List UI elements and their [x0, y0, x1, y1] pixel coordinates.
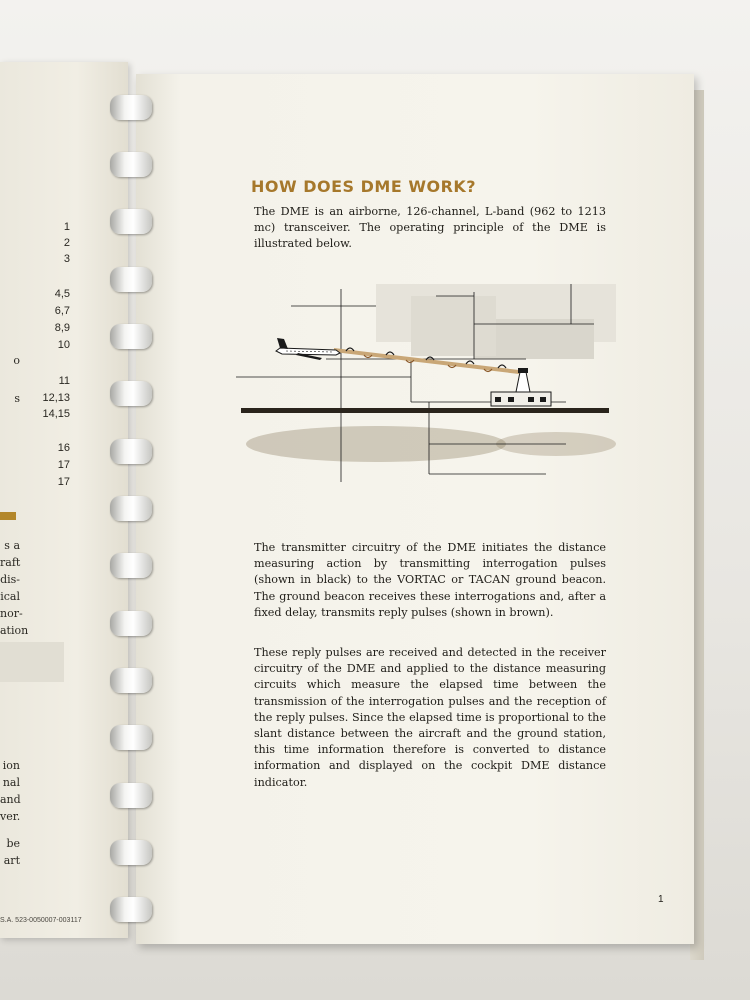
- cropped-text: s a: [4, 539, 20, 552]
- toc-page-number: 1: [63, 221, 70, 233]
- page-heading: HOW DOES DME WORK?: [251, 177, 477, 196]
- cropped-text: be: [6, 837, 20, 850]
- cropped-text: ation: [0, 624, 29, 637]
- page-number: 1: [658, 894, 664, 905]
- binding-coil-icon: [110, 611, 152, 636]
- cropped-text: nal: [2, 776, 20, 789]
- binding-coil-icon: [110, 439, 152, 464]
- toc-page-number: 17: [57, 459, 70, 471]
- cropped-text: dis-: [0, 573, 20, 586]
- cropped-text: s: [14, 392, 20, 405]
- toc-page-number: 16: [57, 442, 70, 454]
- cropped-text: nor-: [0, 607, 23, 620]
- binding-coil-icon: [110, 324, 152, 349]
- document-code: S.A. 523-0050007-003117: [0, 917, 82, 924]
- intro-paragraph: The DME is an airborne, 126-channel, L-band (962 to 1213 mc) transceiver. The operating principle of the DME is illustrated below.: [254, 205, 606, 251]
- cropped-text: ical: [0, 590, 20, 603]
- toc-page-number: 12,13: [42, 392, 70, 404]
- ground-beacon-icon: [491, 368, 551, 406]
- shaded-box: [0, 642, 64, 682]
- toc-page-number: 3: [63, 253, 70, 265]
- binding-coil-icon: [110, 668, 152, 693]
- binding-coil-icon: [110, 840, 152, 865]
- left-page: [0, 62, 128, 938]
- binding-coil-icon: [110, 553, 152, 578]
- dme-diagram: [236, 284, 616, 484]
- sky-shade: [411, 296, 496, 356]
- binding-coil-icon: [110, 725, 152, 750]
- toc-page-number: 11: [58, 375, 70, 387]
- toc-page-number: 6,7: [54, 305, 70, 317]
- ground-line: [241, 408, 609, 413]
- toc-page-number: 4,5: [54, 288, 70, 300]
- cropped-text: and: [0, 793, 21, 806]
- cropped-text: o: [13, 354, 20, 367]
- binding-coil-icon: [110, 381, 152, 406]
- toc-page-number: 8,9: [54, 322, 70, 334]
- transmitter-paragraph: The transmitter circuitry of the DME initiates the distance measuring action by transmitting interrogation pulses (shown in black) to the VORTAC or TACAN ground beacon. The ground beacon receives these interrogations and, after a fixed delay, transmits reply pulses (shown in brown).: [254, 541, 606, 619]
- binding-coil-icon: [110, 152, 152, 177]
- toc-page-number: 10: [57, 339, 70, 351]
- toc-page-number: 14,15: [42, 408, 70, 420]
- toc-page-number: 2: [63, 237, 70, 249]
- right-page: [136, 74, 694, 944]
- binding-coil-icon: [110, 95, 152, 120]
- cropped-text: raft: [0, 556, 21, 569]
- binding-coil-icon: [110, 897, 152, 922]
- binding-coil-icon: [110, 267, 152, 292]
- cropped-text: ion: [2, 759, 20, 772]
- section-color-band: [0, 512, 16, 520]
- toc-page-number: 17: [57, 476, 70, 488]
- cropped-text: ver.: [0, 810, 21, 823]
- binding-coil-icon: [110, 783, 152, 808]
- cropped-text: art: [3, 854, 20, 867]
- aircraft-icon: [276, 338, 340, 360]
- binding-coil-icon: [110, 496, 152, 521]
- receiver-paragraph: These reply pulses are received and detected in the receiver circuitry of the DME and applied to the distance measuring circuits which measure the elapsed time between the transmission of the interrogation pulses and the reception of the reply pulses. Since the elapsed time is proportional to the slant distance between the aircraft and the ground station, this time information therefore is converted to distance information and displayed on the cockpit DME distance indicator.: [254, 646, 606, 789]
- binding-coil-icon: [110, 209, 152, 234]
